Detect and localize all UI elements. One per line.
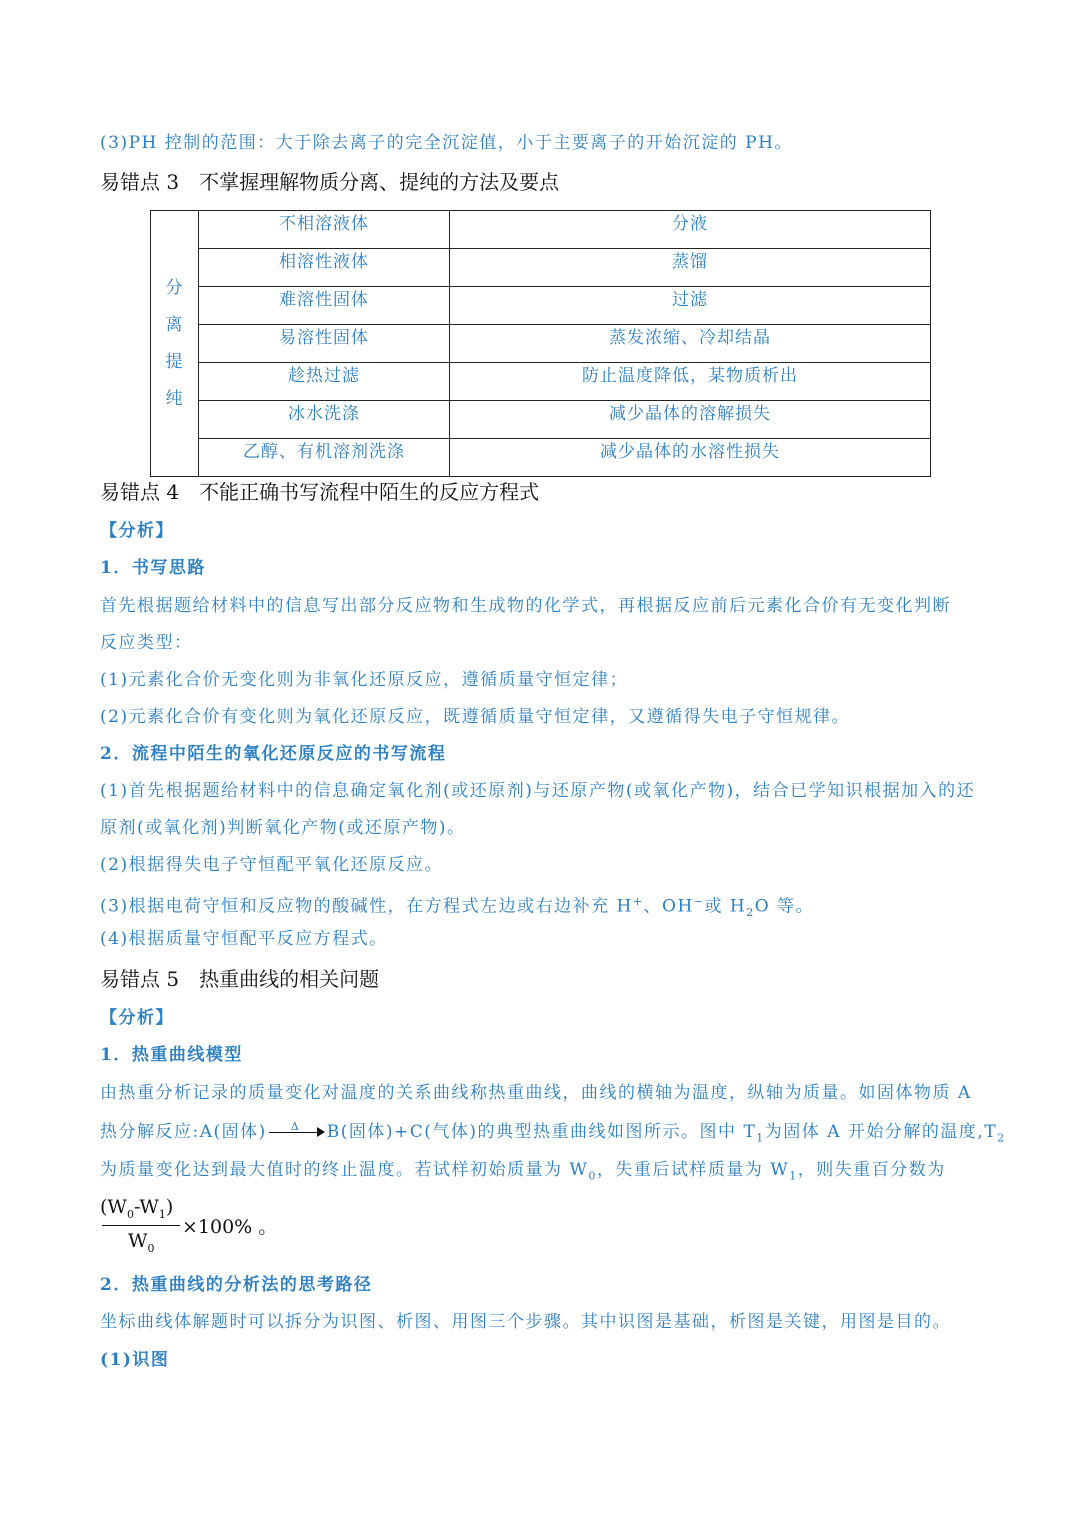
reaction-arrow-icon bbox=[269, 1119, 325, 1138]
heading-title: 不掌握理解物质分离、提纯的方法及要点 bbox=[199, 170, 560, 194]
formula-denominator bbox=[128, 1230, 155, 1255]
subscript: 2 bbox=[997, 1131, 1006, 1145]
table-row bbox=[151, 439, 931, 477]
purpose-cell: 减少晶体的溶解损失 bbox=[450, 401, 931, 439]
paragraph-reaction bbox=[100, 1120, 1006, 1150]
purpose-cell: 过滤 bbox=[450, 287, 931, 325]
purpose-cell: 减少晶体的水溶性损失 bbox=[450, 439, 931, 477]
fraction-bar bbox=[102, 1225, 180, 1226]
subheading-redox-flow: 2．流程中陌生的氧化还原反应的书写流程 bbox=[100, 744, 447, 764]
text-run: 热分解反应:A(固体) bbox=[100, 1122, 267, 1142]
purpose-cell: 蒸馏 bbox=[450, 249, 931, 287]
side-label-char: 提 bbox=[165, 351, 184, 372]
side-label-cell bbox=[151, 211, 199, 477]
table-row bbox=[151, 211, 931, 249]
purpose-cell: 分液 bbox=[450, 211, 931, 249]
formula-multiplier bbox=[182, 1212, 277, 1239]
method-cell: 冰水洗涤 bbox=[199, 401, 450, 439]
text-run: B(固体)+C(气体)的典型热重曲线如图所示。图中 T bbox=[326, 1122, 757, 1142]
subscript: 1 bbox=[158, 1207, 166, 1221]
heading-error-point-4 bbox=[100, 479, 539, 505]
heading-title: 热重曲线的相关问题 bbox=[199, 967, 380, 991]
heading-number: 易错点 5 bbox=[100, 967, 180, 991]
table-row bbox=[151, 363, 931, 401]
delta-symbol: Δ bbox=[290, 1119, 301, 1133]
text-run: ×100% bbox=[182, 1216, 253, 1238]
table-row bbox=[151, 249, 931, 287]
paragraph-charge-balance bbox=[100, 890, 814, 925]
text-run: 或 H bbox=[704, 896, 747, 917]
superscript: + bbox=[632, 895, 644, 908]
table-row bbox=[151, 325, 931, 363]
paragraph-identify-graph: (1)识图 bbox=[100, 1350, 170, 1370]
text-run: 、OH bbox=[643, 896, 694, 917]
text-run: O 等。 bbox=[754, 896, 815, 917]
table-row bbox=[151, 401, 931, 439]
subscript: 0 bbox=[126, 1207, 134, 1221]
paragraph: (2)根据得失电子守恒配平氧化还原反应。 bbox=[100, 855, 444, 875]
table-row bbox=[151, 287, 931, 325]
subscript: 1 bbox=[789, 1169, 798, 1183]
subscript: 0 bbox=[588, 1169, 597, 1183]
method-cell: 不相溶液体 bbox=[199, 211, 450, 249]
text-run: -W bbox=[133, 1196, 159, 1218]
paragraph: (4)根据质量守恒配平反应方程式。 bbox=[100, 929, 388, 949]
paragraph: (1)首先根据题给材料中的信息确定氧化剂(或还原剂)与还原产物(或氧化产物)，结合已学知识根据加入的还 bbox=[100, 781, 976, 801]
subscript: 1 bbox=[756, 1131, 765, 1145]
heading-number: 易错点 3 bbox=[100, 170, 180, 194]
subscript: 0 bbox=[147, 1241, 155, 1255]
subheading-thermogravimetric-model: 1．热重曲线模型 bbox=[100, 1045, 243, 1065]
method-cell: 难溶性固体 bbox=[199, 287, 450, 325]
analysis-label: 【分析】 bbox=[100, 521, 174, 541]
paragraph: (1)元素化合价无变化则为非氧化还原反应，遵循质量守恒定律； bbox=[100, 670, 629, 690]
paragraph: 由热重分析记录的质量变化对温度的关系曲线称热重曲线，曲线的横轴为温度，纵轴为质量。如固体物质 A bbox=[100, 1083, 972, 1103]
text-run: W bbox=[128, 1230, 148, 1252]
text-run: 为质量变化达到最大值时的终止温度。若试样初始质量为 W bbox=[100, 1160, 589, 1180]
paragraph: (2)元素化合价有变化则为氧化还原反应，既遵循质量守恒定律，又遵循得失电子守恒规律。 bbox=[100, 707, 851, 727]
text-run: ，失重后试样质量为 W bbox=[596, 1160, 790, 1180]
subscript: 2 bbox=[746, 906, 755, 920]
text-run: ，则失重百分数为 bbox=[797, 1160, 946, 1180]
paragraph: 坐标曲线体解题时可以拆分为识图、析图、用图三个步骤。其中识图是基础，析图是关键，用图是目的。 bbox=[100, 1312, 951, 1332]
text-run: ) bbox=[165, 1196, 174, 1218]
subheading-writing-approach: 1．书写思路 bbox=[100, 558, 206, 578]
heading-title: 不能正确书写流程中陌生的反应方程式 bbox=[199, 480, 540, 504]
superscript: − bbox=[693, 895, 705, 908]
separation-purification-table bbox=[150, 210, 931, 477]
text-run: 。 bbox=[258, 1216, 278, 1238]
paragraph: 原剂(或氧化剂)判断氧化产物(或还原产物)。 bbox=[100, 818, 466, 838]
method-cell: 易溶性固体 bbox=[199, 325, 450, 363]
side-label-char: 分 bbox=[165, 277, 184, 298]
purpose-cell: 蒸发浓缩、冷却结晶 bbox=[450, 325, 931, 363]
side-label-char: 纯 bbox=[165, 388, 184, 409]
method-cell: 乙醇、有机溶剂洗涤 bbox=[199, 439, 450, 477]
paragraph: 首先根据题给材料中的信息写出部分反应物和生成物的化学式，再根据反应前后元素化合价有无变化判断 bbox=[100, 596, 951, 616]
subheading-analysis-path: 2．热重曲线的分析法的思考路径 bbox=[100, 1275, 373, 1295]
paragraph: 反应类型： bbox=[100, 633, 193, 653]
analysis-label: 【分析】 bbox=[100, 1008, 174, 1028]
heading-error-point-5 bbox=[100, 966, 379, 992]
text-run: (W bbox=[100, 1196, 127, 1218]
side-label-char: 离 bbox=[165, 314, 184, 335]
formula-numerator bbox=[100, 1196, 173, 1221]
heading-error-point-3 bbox=[100, 169, 559, 195]
text-run: 为固体 A 开始分解的温度,T bbox=[764, 1122, 998, 1142]
ph-range-text: (3)PH 控制的范围：大于除去离子的完全沉淀值，小于主要离子的开始沉淀的 PH。 bbox=[100, 133, 793, 153]
purpose-cell: 防止温度降低，某物质析出 bbox=[450, 363, 931, 401]
heading-number: 易错点 4 bbox=[100, 480, 180, 504]
text-run: (3)根据电荷守恒和反应物的酸碱性，在方程式左边或右边补充 H bbox=[100, 896, 633, 917]
paragraph-mass-loss bbox=[100, 1158, 946, 1188]
method-cell: 趁热过滤 bbox=[199, 363, 450, 401]
method-cell: 相溶性液体 bbox=[199, 249, 450, 287]
